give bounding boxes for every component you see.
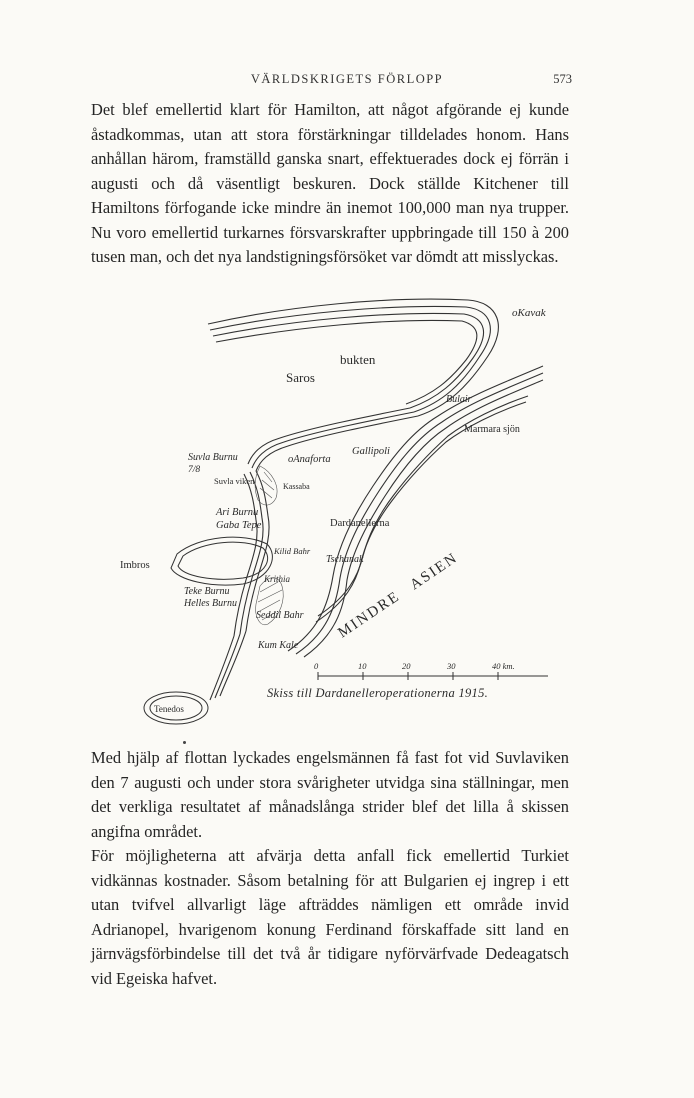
label-marker: 7/8: [188, 465, 201, 475]
label-anaforta: oAnaforta: [288, 454, 331, 465]
scale-tick-20: 20: [402, 661, 411, 671]
scale-tick-40: 40 km.: [492, 661, 515, 671]
label-helles-burnu: Helles Burnu: [184, 598, 238, 609]
label-kum-kale: Kum Kale: [258, 640, 299, 651]
paragraph-2: Med hjälp af flottan lyckades engelsmännen få fast fot vid Suvlaviken den 7 augusti och under stora svårigheter utvidga sina ställningar, men det verkliga resultatet af månadslånga strider blef det lilla å skissen angifna området.: [91, 748, 569, 841]
gallipoli-map: [120, 286, 558, 724]
paragraph-3: För möjligheterna att afvärja detta anfall fick emellertid Turkiet vidkännas kostnader. Såsom betalning för att Bulgarien ej ingrep i ett utan tvifvel allvarligt läge afträddes nämligen ett område invid Adrianopel, hvarigenom konung Ferdinand förskaffade sitt land en järnvägsförbindelse till det två år tidigare nyförvärfvade Dedeagatsch vid Egeiska hafvet.: [91, 846, 569, 988]
running-header: VÄRLDSKRIGETS FÖRLOPP: [250, 72, 444, 86]
ink-dot: [183, 741, 186, 744]
scale-tick-30: 30: [447, 661, 456, 671]
label-suvla-burnu: Suvla Burnu: [188, 452, 238, 463]
label-ari-burnu: Ari Burnu: [216, 507, 259, 518]
scale-tick-0: 0: [314, 661, 319, 671]
page-number: 573: [553, 72, 572, 86]
label-asien: ASIEN: [407, 549, 462, 594]
label-dardanellerna: Dardanellerna: [330, 518, 390, 529]
label-kilid-bahr: Kilid Bahr: [274, 546, 311, 556]
label-bulair: Bulair: [446, 394, 472, 405]
label-bukten: bukten: [340, 352, 376, 367]
scale-tick-10: 10: [358, 661, 367, 671]
label-marmara: Marmara sjön: [464, 424, 520, 435]
label-krithia: Krithia: [264, 574, 291, 584]
paragraph-1: Det blef emellertid klart för Hamilton, att något afgörande ej kunde åstadkommas, utan att stora förstärkningar tilldelades honom. Hans anhållan härom, framställd ganska snart, effektuerades dock ej förrän i augusti och då väsentligt beskuren. Dock ställde Kitchener till Hamiltons förfogande icke mindre än inemot 100,000 man nya trupper. Nu voro emellertid turkarnes försvarskrafter uppbringade till 150 à 200 tusen man, och det nya landstigningsförsöket var dömdt att misslyckas.: [91, 100, 569, 266]
label-teke-burnu: Teke Burnu: [184, 586, 230, 597]
label-kavak: oKavak: [512, 307, 546, 319]
label-gallipoli: Gallipoli: [352, 446, 390, 457]
label-seddil-bahr: Seddil Bahr: [256, 610, 304, 621]
label-gaba-tepe: Gaba Tepe: [216, 520, 262, 531]
map-caption: Skiss till Dardanelleroperationerna 1915.: [267, 686, 489, 700]
label-tenedos: Tenedos: [154, 704, 184, 714]
label-imbros: Imbros: [120, 560, 150, 571]
label-kassaba: Kassaba: [283, 482, 310, 491]
label-tschanak: Tschanak: [326, 554, 364, 565]
label-saros: Saros: [286, 370, 315, 385]
label-suvla-viken: Suvla viken: [214, 476, 255, 486]
label-mindre: MINDRE: [335, 588, 404, 642]
